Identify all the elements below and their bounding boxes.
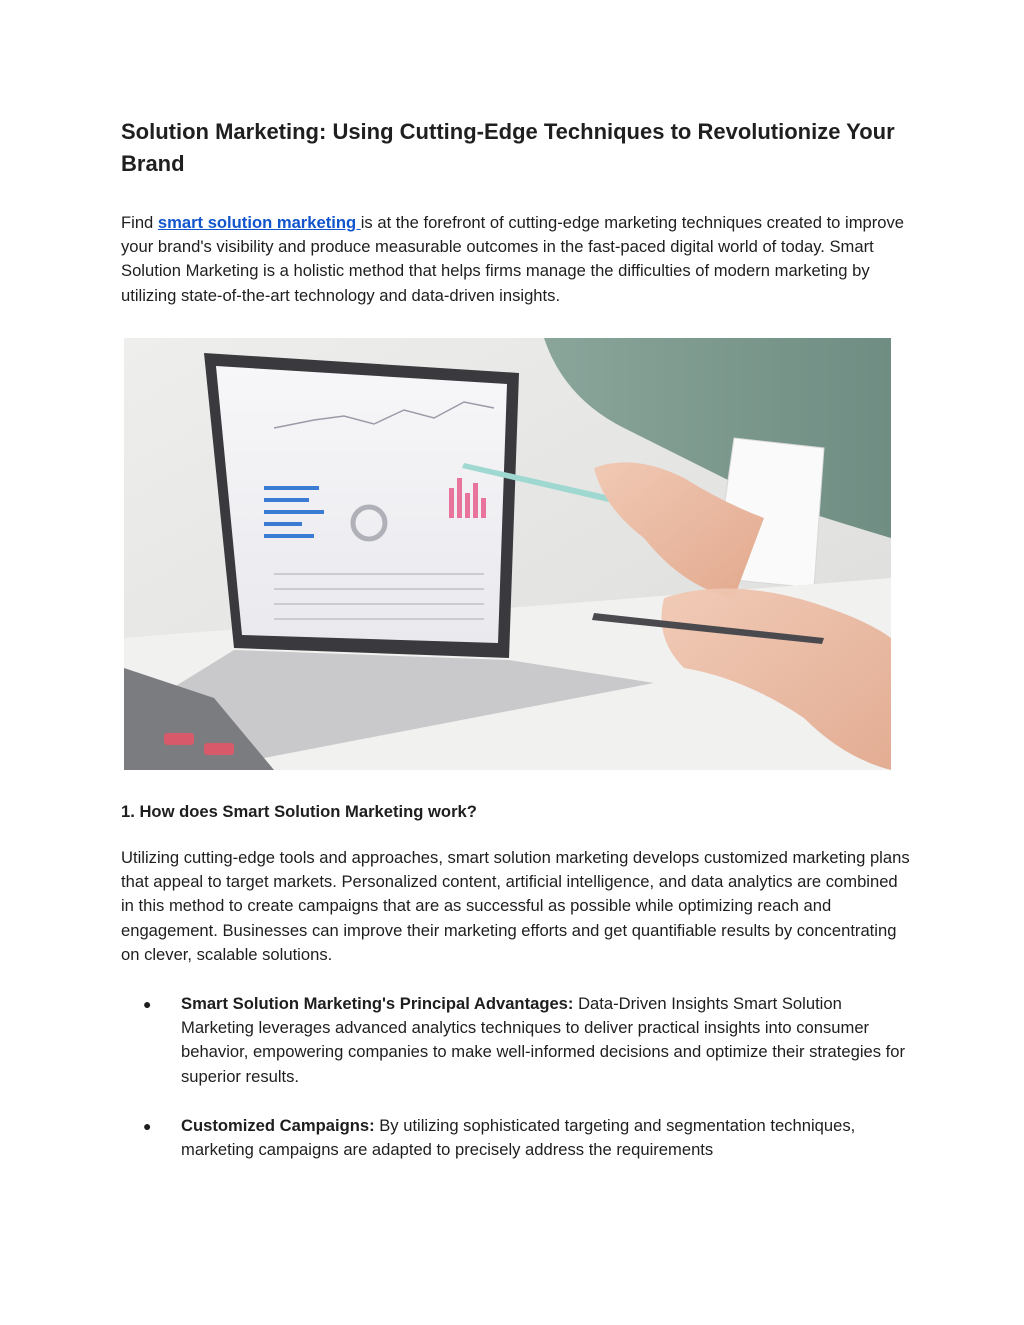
section-heading: 1. How does Smart Solution Marketing work? xyxy=(121,802,477,821)
bullet-icon: ● xyxy=(143,1117,152,1134)
list-item-text: Data-Driven Insights Smart Solution Marketing leverages advanced analytics techniques to deliver practical insights into consumer behavior, empowering companies to make well-informed decisions and optimize their strategies for superior results. xyxy=(181,994,906,1086)
intro-paragraph xyxy=(121,211,911,308)
list-item-text: By utilizing sophisticated targeting and segmentation techniques, marketing campaigns are adapted to precisely address the requirements xyxy=(181,1115,856,1160)
bullet-icon: ● xyxy=(143,996,152,1012)
list-item xyxy=(121,1114,911,1162)
intro-prefix: Find xyxy=(121,213,158,232)
list-item xyxy=(121,992,911,1089)
hero-image-laptop-dashboard xyxy=(124,338,891,770)
list-item-title: Customized Campaigns: xyxy=(181,1115,375,1135)
intro-suffix: is at the forefront of cutting-edge marketing techniques created to improve your brand's visibility and produce measurable outcomes in the fast-paced digital world of today. Smart Solution Marketing is a holistic method that helps firms manage the difficulties of modern marketing by utilizing state-of-the-art technology and data-driven insights. xyxy=(121,213,905,305)
page-title: Solution Marketing: Using Cutting-Edge Techniques to Revolutionize Your Brand xyxy=(121,119,895,176)
smart-solution-marketing-link[interactable]: smart solution marketing xyxy=(157,213,361,232)
list-item-title: Smart Solution Marketing's Principal Advantages: xyxy=(181,994,574,1013)
section-body: Utilizing cutting-edge tools and approaches, smart solution marketing develops customized marketing plans that appeal to target markets. Personalized content, artificial intelligence, and data analytics are combined in this method to create campaigns that are as successful as possible while optimizing reach and engagement. Businesses can improve their marketing efforts and get quantifiable results by concentrating on clever, scalable solutions. xyxy=(121,848,910,964)
advantages-list xyxy=(121,992,911,1187)
